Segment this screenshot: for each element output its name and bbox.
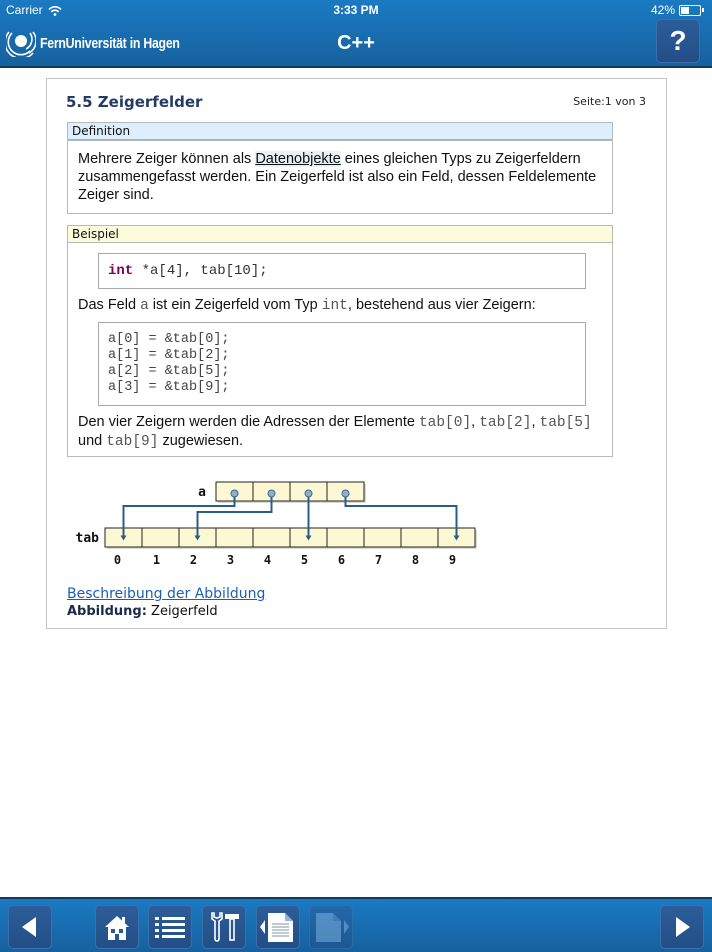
triangle-right-icon xyxy=(672,915,692,939)
status-time: 3:33 PM xyxy=(333,3,379,17)
pointer-dot xyxy=(268,490,275,497)
bottom-toolbar xyxy=(0,897,712,952)
code-line: a[2] = &tab[5]; xyxy=(108,364,230,379)
figure-caption: Abbildung: Zeigerfeld xyxy=(67,604,218,619)
help-button[interactable]: ? xyxy=(656,19,700,63)
content-page xyxy=(46,78,667,629)
app-title: C++ xyxy=(337,32,375,54)
tab-cell xyxy=(142,528,179,547)
definition-text: Mehrere Zeiger können als Datenobjekte eines gleichen Typs zu Zeigerfeldern zusammengefasst werden. Ein Zeigerfeld ist also ein Feld, dessen Feldelemente Zeiger sind. xyxy=(78,151,597,203)
next-page-button[interactable] xyxy=(309,905,353,949)
tab-cell xyxy=(253,528,290,547)
tab-index-label: 9 xyxy=(448,553,457,567)
tab-index-label: 4 xyxy=(263,553,272,567)
code-line: a[3] = &tab[9]; xyxy=(108,380,230,395)
code-assignments xyxy=(98,322,586,406)
university-logo: FernUniversität in Hagen xyxy=(6,29,210,57)
pointer-dot xyxy=(305,490,312,497)
code-line: a[0] = &tab[0]; xyxy=(108,332,230,347)
array-tab-label: tab xyxy=(75,531,99,546)
definition-heading: Definition xyxy=(68,123,612,141)
back-button[interactable] xyxy=(8,905,52,949)
wrench-hammer-icon xyxy=(207,910,241,944)
battery-icon xyxy=(679,5,701,16)
list-icon xyxy=(154,914,186,940)
example-paragraph-2: Den vier Zeigern werden die Adressen der Elemente tab[0], tab[2], tab[5] und tab[9] zugewiesen. xyxy=(78,414,592,450)
tab-index-label: 0 xyxy=(113,553,122,567)
tab-cell xyxy=(216,528,253,547)
tab-index-label: 1 xyxy=(152,553,161,567)
example-heading: Beispiel xyxy=(68,226,612,243)
pointer-dot xyxy=(231,490,238,497)
tab-cell xyxy=(401,528,438,547)
pointer-dot xyxy=(342,490,349,497)
previous-page-button[interactable] xyxy=(256,905,300,949)
tab-index-label: 7 xyxy=(374,553,383,567)
tab-index-label: 2 xyxy=(189,553,198,567)
page-title: 5.5 Zeigerfelder xyxy=(66,93,203,111)
figure-description-link[interactable]: Beschreibung der Abbildung xyxy=(67,586,266,602)
tools-button[interactable] xyxy=(202,905,246,949)
code-declaration: int *a[4], tab[10]; xyxy=(98,253,586,289)
triangle-left-icon xyxy=(20,915,40,939)
tab-index-label: 8 xyxy=(411,553,420,567)
home-button[interactable] xyxy=(95,905,139,949)
next-page-icon xyxy=(312,910,350,944)
code-line: a[1] = &tab[2]; xyxy=(108,348,230,363)
glossary-link-datenobjekte[interactable]: Datenobjekte xyxy=(255,151,341,167)
example-box xyxy=(67,225,613,457)
forward-button[interactable] xyxy=(660,905,704,949)
definition-box xyxy=(67,122,613,214)
tab-index-label: 5 xyxy=(300,553,309,567)
status-carrier: Carrier xyxy=(6,3,62,17)
pointer-array-diagram xyxy=(69,476,489,571)
tab-index-label: 3 xyxy=(226,553,235,567)
top-bar xyxy=(0,0,712,68)
contents-button[interactable] xyxy=(148,905,192,949)
page-indicator: Seite:1 von 3 xyxy=(573,95,646,108)
tab-cell xyxy=(364,528,401,547)
tab-cell xyxy=(327,528,364,547)
array-a-label: a xyxy=(198,485,206,500)
home-icon xyxy=(102,912,132,942)
example-paragraph-1: Das Feld a ist ein Zeigerfeld vom Typ int, bestehend aus vier Zeigern: xyxy=(78,297,536,314)
status-battery: 42% xyxy=(651,3,704,17)
tab-index-label: 6 xyxy=(337,553,346,567)
previous-page-icon xyxy=(259,910,297,944)
